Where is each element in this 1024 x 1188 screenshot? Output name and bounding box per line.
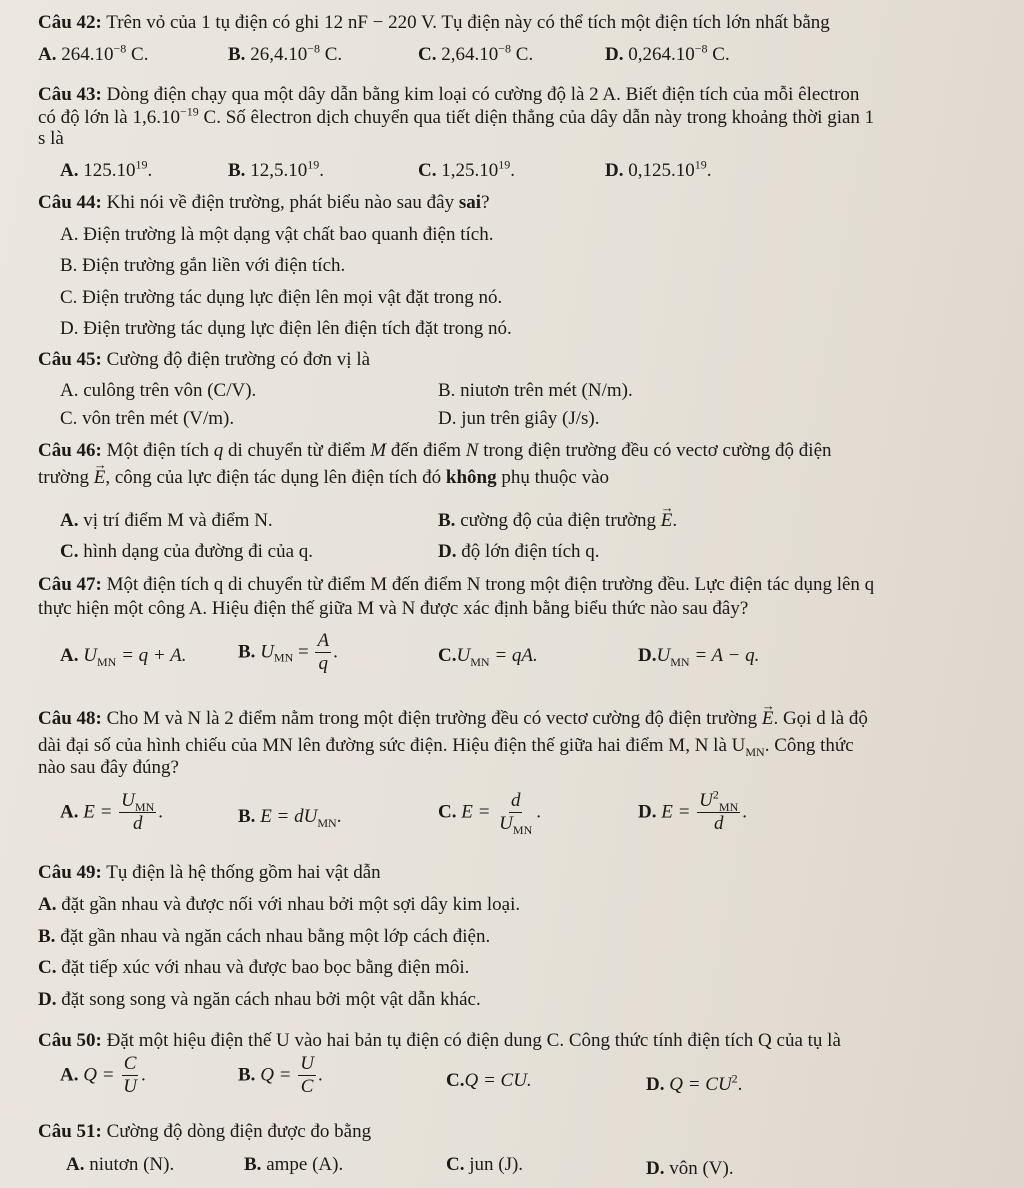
formula: Q = bbox=[83, 1064, 120, 1086]
q46-stem-line1 bbox=[38, 440, 832, 462]
q42-stem bbox=[38, 12, 830, 34]
option-text: niutơn (N). bbox=[84, 1154, 175, 1175]
q45-label: Câu 45: bbox=[38, 349, 102, 370]
q49-option-d[interactable] bbox=[38, 989, 481, 1011]
exponent: 2 bbox=[712, 787, 719, 802]
subscript: MN bbox=[96, 654, 117, 669]
option-text: đặt gần nhau và được nối với nhau bởi một sợi dây kim loại. bbox=[56, 894, 521, 915]
q48-option-c[interactable] bbox=[438, 790, 541, 835]
option-label: C. bbox=[60, 541, 79, 562]
q47-option-c[interactable] bbox=[438, 645, 538, 667]
option-label: B. bbox=[438, 510, 456, 531]
q49-option-b[interactable] bbox=[38, 926, 490, 948]
exponent: −8 bbox=[694, 41, 708, 56]
option-value: 1,25.10 bbox=[441, 160, 499, 181]
option-value: 12,5.10 bbox=[250, 160, 308, 181]
unit: C. bbox=[712, 44, 730, 65]
q45-text: Cường độ điện trường có đơn vị là bbox=[106, 349, 371, 370]
formula: U bbox=[83, 645, 97, 666]
exponent: −8 bbox=[498, 41, 512, 56]
option-label: C. bbox=[38, 957, 57, 978]
q50-label: Câu 50: bbox=[38, 1030, 102, 1051]
q49-label: Câu 49: bbox=[38, 862, 102, 883]
unit: C. bbox=[515, 44, 534, 65]
q44-text: Khi nói về điện trường, phát biểu nào sau đây bbox=[106, 192, 459, 213]
option-label: D. bbox=[438, 541, 457, 562]
q46-text: di chuyển từ điểm bbox=[223, 440, 371, 461]
q46-option-c[interactable] bbox=[60, 541, 313, 563]
punct: . bbox=[333, 641, 338, 663]
formula: Q = CU. bbox=[464, 1070, 532, 1091]
formula: U bbox=[121, 790, 135, 811]
option-text: cường độ của điện trường bbox=[455, 510, 661, 531]
formula: E = bbox=[461, 801, 496, 823]
q50-option-a[interactable] bbox=[60, 1053, 146, 1098]
q43-label: Câu 43: bbox=[38, 84, 102, 105]
option-label: A. bbox=[38, 44, 57, 65]
q45-option-b[interactable]: B. niutơn trên mét (N/m). bbox=[438, 380, 633, 401]
q47-text: Một điện tích q di chuyển từ điểm M đến điểm N trong một điện trường đều. Lực điện tác dụng lên q bbox=[106, 574, 875, 595]
exponent: −8 bbox=[307, 41, 320, 56]
punct: . bbox=[336, 806, 342, 827]
q48-text: Cho M và N là 2 điểm nằm trong một điện trường đều có vectơ cường độ điện trường bbox=[106, 708, 762, 729]
q50-stem bbox=[38, 1030, 841, 1052]
punct: . bbox=[672, 510, 678, 531]
q48-label: Câu 48: bbox=[38, 708, 102, 729]
option-label: C. bbox=[438, 645, 457, 666]
option-label: C. bbox=[446, 1154, 465, 1175]
q43-stem-line2 bbox=[38, 104, 875, 129]
denominator: d bbox=[132, 813, 143, 834]
exponent: 19 bbox=[307, 157, 320, 172]
vector-e: → E bbox=[661, 510, 673, 532]
punct: . bbox=[510, 160, 515, 181]
option-label: B. bbox=[238, 806, 256, 827]
option-label: C. bbox=[418, 44, 437, 65]
option-label: B. bbox=[228, 160, 246, 181]
option-text: vị trí điểm M và điểm N. bbox=[78, 510, 273, 531]
punct: . bbox=[737, 1074, 743, 1095]
q47-stem-line2: thực hiện một công A. Hiệu điện thế giữa M và N được xác định bằng biểu thức nào sau đây? bbox=[38, 598, 749, 619]
formula: U bbox=[656, 645, 671, 666]
numerator: C bbox=[123, 1053, 137, 1074]
q44-option-d[interactable]: D. Điện trường tác dụng lực điện lên điện tích đặt trong nó. bbox=[60, 318, 512, 339]
option-label: D. bbox=[646, 1074, 665, 1095]
q45-option-a[interactable]: A. culông trên vôn (C/V). bbox=[60, 380, 257, 401]
subscript: MN bbox=[512, 822, 533, 837]
punct: . bbox=[158, 801, 163, 823]
numerator bbox=[119, 790, 156, 813]
punct: . bbox=[317, 1064, 323, 1086]
option-label: D. bbox=[638, 645, 657, 666]
option-label: C. bbox=[438, 801, 457, 823]
subscript: MN bbox=[745, 744, 765, 759]
formula: Q = CU bbox=[669, 1074, 732, 1095]
punct: . bbox=[706, 160, 712, 181]
q44-label: Câu 44: bbox=[38, 192, 102, 213]
fraction bbox=[121, 1053, 139, 1098]
q46-text: đến điểm bbox=[386, 440, 466, 461]
denominator: d bbox=[713, 813, 724, 834]
q47-stem-line1 bbox=[38, 574, 874, 596]
numerator: U bbox=[300, 1053, 314, 1074]
q46-emphasis: không bbox=[445, 467, 497, 488]
formula: = A − q. bbox=[689, 645, 760, 666]
unit: C. bbox=[131, 44, 149, 65]
q51-label: Câu 51: bbox=[38, 1121, 102, 1142]
option-label: A. bbox=[38, 894, 57, 915]
q47-option-a[interactable] bbox=[60, 645, 186, 667]
option-text: đặt gần nhau và ngăn cách nhau bằng một lớp cách điện. bbox=[55, 926, 491, 947]
q48-option-b[interactable] bbox=[238, 806, 341, 828]
option-label: A. bbox=[60, 160, 79, 181]
denominator: C bbox=[300, 1076, 314, 1097]
subscript: MN bbox=[718, 799, 739, 814]
q46-option-b[interactable] bbox=[438, 510, 677, 532]
q44-emphasis: sai bbox=[458, 192, 482, 213]
numerator: A bbox=[317, 630, 330, 651]
q49-text: Tụ điện là hệ thống gồm hai vật dẫn bbox=[106, 862, 381, 883]
option-label: B. bbox=[238, 1064, 256, 1086]
option-label: D. bbox=[605, 160, 624, 181]
q48-text: . Công thức bbox=[764, 735, 854, 756]
q51-option-b[interactable] bbox=[244, 1154, 343, 1176]
q46-text: , công của lực điện tác dụng lên điện tích đó bbox=[105, 467, 446, 488]
q48-option-d[interactable] bbox=[638, 787, 747, 835]
option-label: A. bbox=[60, 510, 79, 531]
punct: . bbox=[319, 160, 324, 181]
option-value: 125.10 bbox=[83, 160, 136, 181]
q51-option-a[interactable] bbox=[66, 1154, 174, 1176]
q42-option-d[interactable] bbox=[605, 41, 730, 66]
option-value: 264.10 bbox=[61, 44, 114, 65]
q46-text: trường bbox=[38, 467, 94, 488]
numerator: d bbox=[510, 790, 521, 811]
option-label: D. bbox=[605, 44, 624, 65]
q51-option-c[interactable] bbox=[446, 1154, 523, 1176]
option-value: 0,264.10 bbox=[628, 44, 695, 65]
q46-option-d[interactable] bbox=[438, 541, 600, 563]
q44-option-c[interactable]: C. Điện trường tác dụng lực điện lên mọi vật đặt trong nó. bbox=[60, 287, 503, 308]
option-text: ampe (A). bbox=[261, 1154, 344, 1175]
q51-option-d[interactable] bbox=[646, 1158, 734, 1180]
q51-stem bbox=[38, 1121, 371, 1143]
q45-stem bbox=[38, 349, 370, 371]
q46-stem-line2 bbox=[38, 467, 609, 489]
q48-option-a[interactable] bbox=[60, 790, 163, 835]
fraction bbox=[119, 790, 156, 835]
q48-stem-line3: nào sau đây đúng? bbox=[38, 757, 179, 778]
q47-label: Câu 47: bbox=[38, 574, 102, 595]
q49-stem bbox=[38, 862, 381, 884]
fraction bbox=[315, 630, 331, 675]
subscript: MN bbox=[670, 654, 690, 669]
q47-option-b[interactable] bbox=[238, 630, 338, 675]
option-label: D. bbox=[638, 801, 657, 823]
punct: . bbox=[742, 801, 747, 823]
q45-option-c[interactable]: C. vôn trên mét (V/m). bbox=[60, 408, 235, 429]
option-text: vôn (V). bbox=[664, 1158, 734, 1179]
punct: . bbox=[536, 801, 541, 823]
fraction bbox=[497, 790, 534, 835]
option-text: độ lớn điện tích q. bbox=[456, 541, 600, 562]
q43-option-a[interactable] bbox=[60, 157, 153, 182]
option-text: đặt tiếp xúc với nhau và được bao bọc bằng điện môi. bbox=[56, 957, 470, 978]
exponent: 19 bbox=[135, 157, 148, 172]
option-value: 26,4.10 bbox=[250, 44, 308, 65]
exponent: 2 bbox=[731, 1071, 738, 1086]
option-label: A. bbox=[60, 801, 79, 823]
q43-option-c[interactable] bbox=[418, 157, 515, 182]
q48-stem-line1 bbox=[38, 708, 868, 730]
denominator bbox=[497, 813, 534, 835]
option-label: B. bbox=[238, 641, 256, 663]
q42-label: Câu 42: bbox=[38, 12, 102, 33]
q42-option-a[interactable] bbox=[38, 41, 149, 66]
q51-text: Cường độ dòng điện được đo bằng bbox=[106, 1121, 372, 1142]
option-label: D. bbox=[38, 989, 57, 1010]
q42-option-b[interactable] bbox=[228, 41, 343, 66]
option-value: 2,64.10 bbox=[441, 44, 499, 65]
option-label: B. bbox=[38, 926, 56, 947]
option-text: hình dạng của đường đi của q. bbox=[78, 541, 314, 562]
option-label: C. bbox=[446, 1070, 465, 1091]
q46-option-a[interactable] bbox=[60, 510, 273, 532]
q45-option-d[interactable]: D. jun trên giây (J/s). bbox=[438, 408, 600, 429]
q43-text: C. Số êlectron dịch chuyển qua tiết diện thẳng của dây dẫn này trong khoảng thời gian 1 bbox=[198, 107, 875, 128]
q46-label: Câu 46: bbox=[38, 440, 102, 461]
numerator bbox=[697, 787, 740, 814]
exponent: 19 bbox=[694, 157, 707, 172]
q47-option-d[interactable] bbox=[638, 645, 759, 667]
formula: U bbox=[260, 641, 274, 663]
q44-option-a[interactable]: A. Điện trường là một dạng vật chất bao quanh điện tích. bbox=[60, 224, 494, 245]
subscript: MN bbox=[134, 799, 155, 814]
q43-option-d[interactable] bbox=[605, 157, 712, 182]
option-label: C. bbox=[418, 160, 437, 181]
q44-stem bbox=[38, 192, 490, 214]
fraction bbox=[697, 787, 740, 835]
option-label: A. bbox=[60, 1064, 79, 1086]
formula: U bbox=[499, 813, 513, 834]
subscript: MN bbox=[273, 650, 294, 665]
option-text: đặt song song và ngăn cách nhau bởi một vật dẫn khác. bbox=[56, 989, 481, 1010]
unit: C. bbox=[324, 44, 343, 65]
denominator: q bbox=[318, 653, 329, 674]
option-label: A. bbox=[66, 1154, 85, 1175]
option-label: D. bbox=[646, 1158, 665, 1179]
option-label: A. bbox=[60, 645, 79, 666]
formula: E = dU bbox=[260, 806, 318, 827]
option-label: B. bbox=[228, 44, 246, 65]
subscript: MN bbox=[317, 815, 337, 830]
q43-stem-line3: s là bbox=[38, 128, 64, 149]
subscript: MN bbox=[470, 654, 490, 669]
q50-option-c[interactable] bbox=[446, 1070, 532, 1092]
exponent: 19 bbox=[498, 157, 511, 172]
option-value: 0,125.10 bbox=[628, 160, 695, 181]
symbol-m: M bbox=[370, 440, 387, 461]
punct: . bbox=[141, 1064, 146, 1086]
vector-e: → E bbox=[762, 708, 774, 730]
formula: = qA. bbox=[489, 645, 538, 666]
q43-stem-line1 bbox=[38, 84, 859, 106]
formula: E = bbox=[83, 801, 118, 823]
q49-option-a[interactable] bbox=[38, 894, 520, 916]
q42-text: Trên vỏ của 1 tụ điện có ghi 12 nF − 220 V. Tụ điện này có thể tích một điện tích lớn nhất bằng bbox=[106, 12, 830, 33]
formula: U bbox=[456, 645, 471, 666]
q48-stem-line2 bbox=[38, 735, 854, 757]
q43-text: có độ lớn là 1,6.10 bbox=[38, 107, 180, 128]
formula: = q + A. bbox=[116, 645, 187, 666]
q48-text: dài đại số của hình chiếu của MN lên đường sức điện. Hiệu điện thế giữa hai điểm M, N là U bbox=[38, 735, 746, 756]
q50-text: Đặt một hiệu điện thế U vào hai bản tụ điện có điện dung C. Công thức tính điện tích Q của tụ là bbox=[106, 1030, 841, 1051]
q50-option-d[interactable] bbox=[646, 1071, 743, 1096]
q46-text: phụ thuộc vào bbox=[496, 467, 610, 488]
q42-option-c[interactable] bbox=[418, 41, 534, 66]
formula: = bbox=[293, 641, 314, 663]
q43-option-b[interactable] bbox=[228, 157, 324, 182]
exponent: −8 bbox=[113, 41, 127, 56]
option-label: B. bbox=[244, 1154, 262, 1175]
formula: E = bbox=[661, 801, 696, 823]
q46-text: Một điện tích bbox=[106, 440, 214, 461]
symbol-n: N bbox=[465, 440, 479, 461]
q43-text: Dòng điện chạy qua một dây dẫn bằng kim loại có cường độ là 2 A. Biết điện tích của mỗi êlectron bbox=[106, 84, 860, 105]
denominator: U bbox=[123, 1076, 138, 1097]
q50-option-b[interactable] bbox=[238, 1053, 323, 1098]
punct: . bbox=[147, 160, 153, 181]
q46-text: trong điện trường đều có vectơ cường độ điện bbox=[478, 440, 832, 461]
vector-e: → E bbox=[94, 467, 106, 489]
symbol-q: q bbox=[213, 440, 224, 461]
q44-option-b[interactable]: B. Điện trường gắn liền với điện tích. bbox=[60, 255, 346, 276]
option-text: jun (J). bbox=[464, 1154, 524, 1175]
formula: U bbox=[699, 790, 713, 811]
formula: Q = bbox=[260, 1064, 297, 1086]
q49-option-c[interactable] bbox=[38, 957, 469, 979]
punct: ? bbox=[481, 192, 490, 213]
exponent: −19 bbox=[179, 104, 199, 119]
fraction bbox=[298, 1053, 316, 1098]
q48-text: . Gọi d là độ bbox=[773, 708, 868, 729]
